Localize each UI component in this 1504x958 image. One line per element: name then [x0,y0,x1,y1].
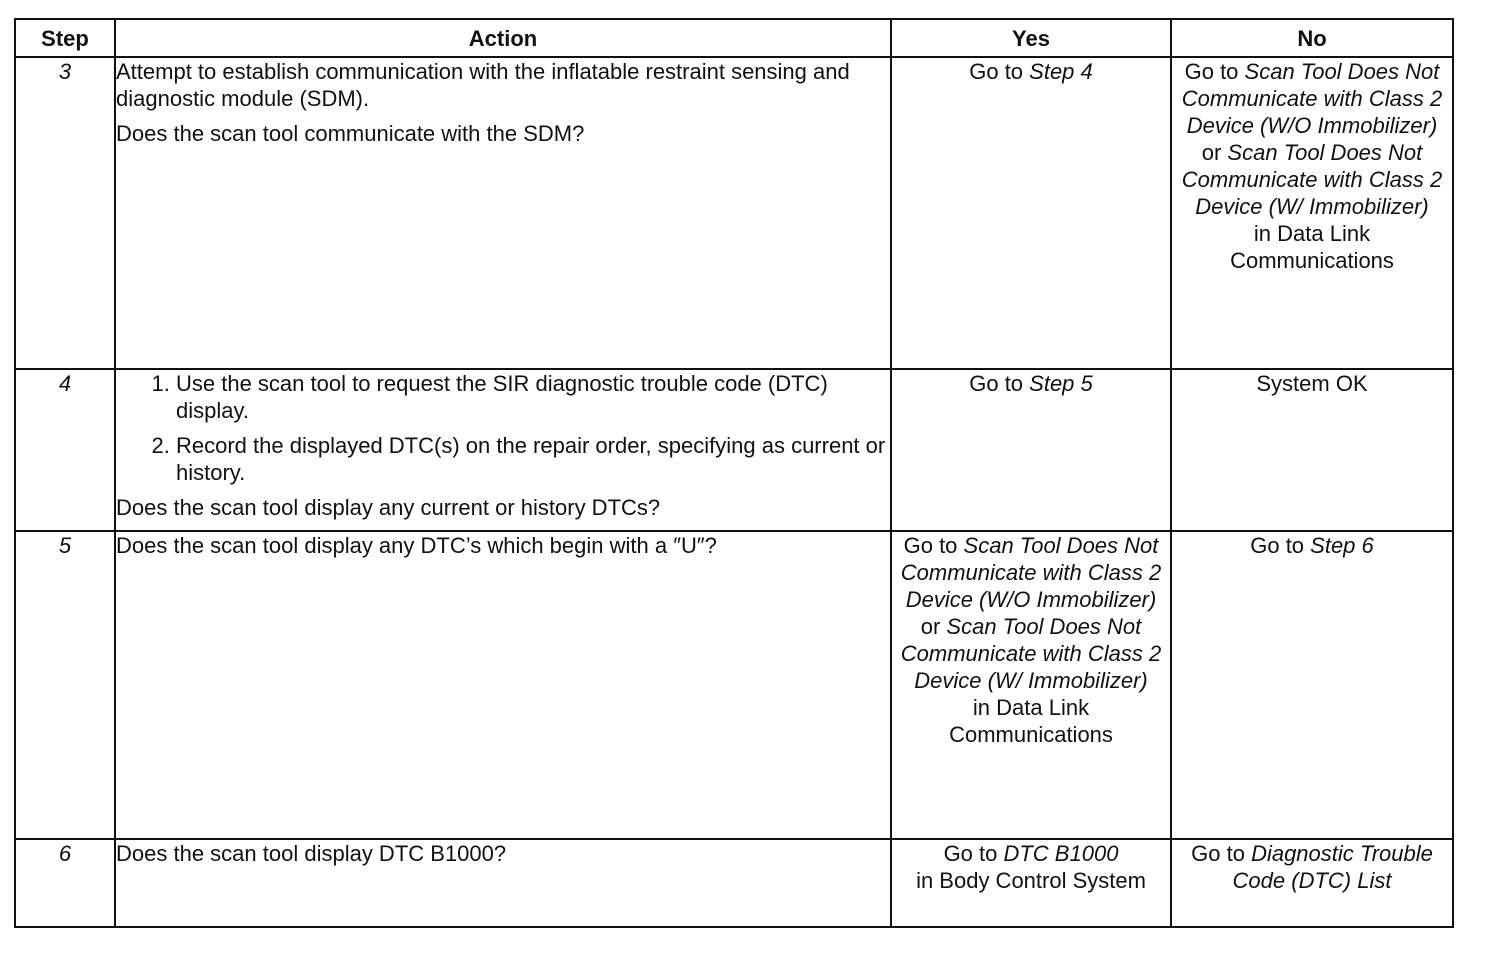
procedure-link[interactable]: Scan Tool Does Not Communicate with Class 2 Device (W/ Immobilizer) [900,614,1162,693]
yes-cell [891,839,1171,927]
table-row [15,369,1453,531]
no-cell [1171,369,1453,531]
no-cell [1171,839,1453,927]
section-reference: in Data Link Communications [949,695,1113,747]
yes-cell [891,531,1171,839]
action-cell [115,839,891,927]
action-question: Does the scan tool display any current or history DTCs? [116,495,661,520]
header-row [15,19,1453,57]
procedure-link[interactable]: Scan Tool Does Not Communicate with Class 2 Device (W/O Immobilizer) [1181,59,1443,138]
action-header: Action [115,19,891,57]
action-question: Does the scan tool display any DTC’s which begin with a ″U″? [116,533,717,558]
yes-cell [891,57,1171,369]
procedure-link[interactable]: Scan Tool Does Not Communicate with Class 2 Device (W/ Immobilizer) [1181,140,1443,219]
no-header: No [1171,19,1453,57]
section-reference: in Data Link Communications [1230,221,1394,273]
no-result: System OK [1256,371,1368,396]
action-question: Does the scan tool display DTC B1000? [116,841,507,866]
step-number: 4 [15,369,115,531]
procedure-link[interactable]: Scan Tool Does Not Communicate with Class 2 Device (W/O Immobilizer) [900,533,1162,612]
no-cell [1171,57,1453,369]
no-prefix: Go to [1191,841,1252,866]
step-number: 5 [15,531,115,839]
action-list-item: 2. Record the displayed DTC(s) on the repair order, specifying as current or history. [176,432,890,486]
action-list-item: 1. Use the scan tool to request the SIR diagnostic trouble code (DTC) display. [176,370,890,424]
diagnostic-table [14,18,1454,928]
table-row [15,57,1453,369]
action-text: Attempt to establish communication with the inflatable restraint sensing and diagnostic module (SDM). [116,59,850,111]
section-reference: in Body Control System [916,868,1146,893]
step-link[interactable]: Step 5 [1029,371,1093,396]
action-cell [115,369,891,531]
step-link[interactable]: Step 6 [1310,533,1374,558]
dtc-list-link[interactable]: Diagnostic Trouble Code (DTC) List [1232,841,1433,893]
yes-prefix: Go to [943,841,1004,866]
yes-prefix: Go to [903,533,964,558]
action-cell [115,531,891,839]
table-row [15,839,1453,927]
yes-prefix: Go to [969,371,1030,396]
no-prefix: Go to [1184,59,1245,84]
yes-prefix: Go to [969,59,1030,84]
dtc-link[interactable]: DTC B1000 [1003,841,1119,866]
step-number: 6 [15,839,115,927]
step-number: 3 [15,57,115,369]
no-cell [1171,531,1453,839]
yes-cell [891,369,1171,531]
no-prefix: Go to [1250,533,1311,558]
action-cell [115,57,891,369]
action-question: Does the scan tool communicate with the SDM? [116,121,585,146]
yes-header: Yes [891,19,1171,57]
step-link[interactable]: Step 4 [1029,59,1093,84]
or-text: or [920,614,941,639]
table-row [15,531,1453,839]
or-text: or [1201,140,1222,165]
step-header: Step [15,19,115,57]
action-list [116,370,890,486]
